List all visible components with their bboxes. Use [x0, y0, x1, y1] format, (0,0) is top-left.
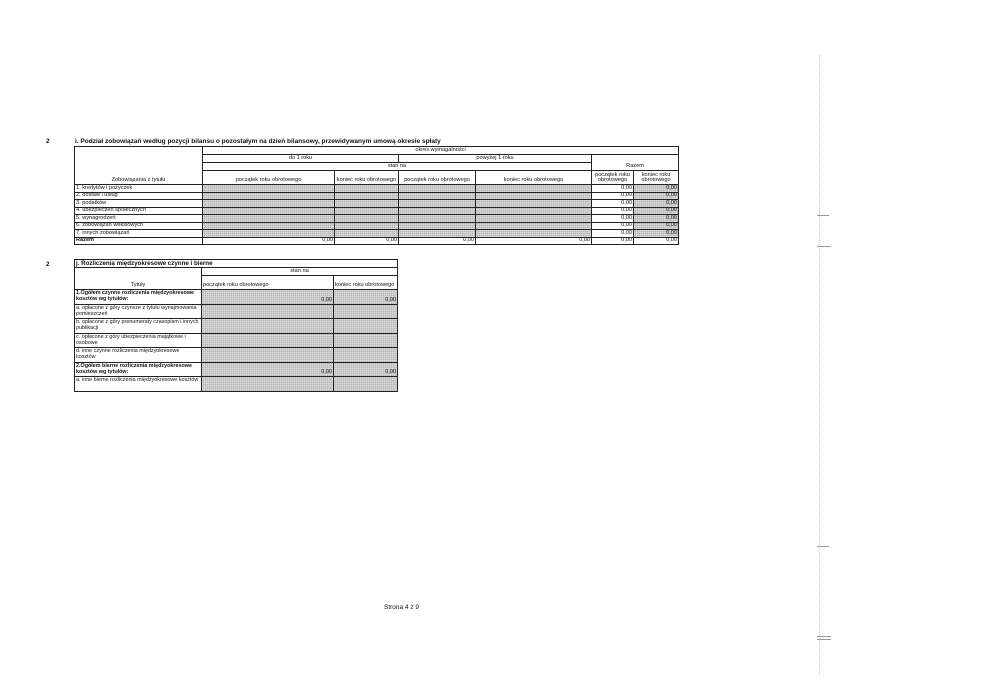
edge-mark	[817, 636, 831, 637]
input-cell[interactable]	[203, 200, 335, 208]
header-row-label: Zobowiązania z tytułu	[75, 171, 203, 185]
input-cell[interactable]	[399, 185, 476, 193]
razem-value: 0,00	[592, 185, 634, 193]
input-cell[interactable]	[334, 333, 398, 348]
table-row	[75, 362, 398, 377]
razem-value: 0,00	[592, 230, 634, 238]
header-okres: okres wymagalności	[203, 147, 679, 155]
input-cell[interactable]	[335, 192, 399, 200]
razem-value: 0,00	[592, 222, 634, 230]
row-label: d. inne czynne rozliczenia międzyokresowe kosztów	[75, 348, 202, 363]
table-row	[75, 192, 679, 200]
input-cell[interactable]	[476, 215, 592, 223]
input-cell[interactable]	[399, 222, 476, 230]
accruals-table	[74, 259, 398, 392]
row-label: 3. podatków	[75, 200, 203, 208]
row-label: 2.Ogółem bierne rozliczenia międzyokresowe kosztów wg tytułów:	[75, 362, 202, 377]
header-koniec-razem: koniec roku obrotowego	[634, 171, 679, 185]
total-value: 0,00	[634, 237, 679, 245]
razem-value: 0,00	[634, 200, 679, 208]
total-value: 0,00	[399, 237, 476, 245]
input-cell[interactable]	[476, 222, 592, 230]
section-number: 2	[46, 138, 50, 145]
input-cell[interactable]	[335, 200, 399, 208]
input-cell[interactable]	[334, 304, 398, 319]
edge-mark	[817, 546, 829, 547]
input-cell[interactable]	[202, 377, 334, 392]
total-label: Razem	[75, 237, 203, 245]
row-label: 6. zobowiązań wekslowych	[75, 222, 203, 230]
header-stan-na: stan na	[203, 163, 592, 171]
input-cell[interactable]	[203, 207, 335, 215]
header-koniec: koniec roku obrotowego	[334, 276, 398, 290]
header-do-1-roku: do 1 roku	[203, 155, 399, 163]
input-cell[interactable]	[202, 348, 334, 363]
input-cell[interactable]	[202, 304, 334, 319]
table-row	[75, 348, 398, 363]
row-label: 2. dostaw i usług	[75, 192, 203, 200]
razem-value: 0,00	[592, 200, 634, 208]
row-label: 1.Ogółem czynne rozliczenia międzyokresowe kosztów wg tytułów:	[75, 290, 202, 305]
input-cell[interactable]	[399, 200, 476, 208]
razem-value: 0,00	[634, 222, 679, 230]
edge-mark	[817, 246, 831, 247]
input-cell[interactable]	[399, 192, 476, 200]
table-row	[75, 185, 679, 193]
edge-mark	[817, 639, 831, 640]
razem-value: 0,00	[634, 192, 679, 200]
value-cell: 0,00	[334, 290, 398, 305]
header-koniec: koniec roku obrotowego	[476, 171, 592, 185]
value-cell: 0,00	[334, 362, 398, 377]
table-row	[75, 304, 398, 319]
table-row	[75, 230, 679, 238]
input-cell[interactable]	[203, 230, 335, 238]
input-cell[interactable]	[399, 215, 476, 223]
input-cell[interactable]	[476, 200, 592, 208]
input-cell[interactable]	[476, 185, 592, 193]
row-label: a. inne bierne rozliczenia międzyokresowe kosztów	[75, 377, 202, 392]
value-cell: 0,00	[202, 362, 334, 377]
section-number: 2	[46, 261, 50, 268]
row-label: 5. wynagrodzeń	[75, 215, 203, 223]
razem-value: 0,00	[634, 207, 679, 215]
input-cell[interactable]	[202, 333, 334, 348]
razem-value: 0,00	[592, 192, 634, 200]
input-cell[interactable]	[476, 207, 592, 215]
input-cell[interactable]	[334, 319, 398, 334]
table-row	[75, 333, 398, 348]
section-title-accruals: j. Rozliczenia międzyokresowe czynne i bierne	[75, 260, 398, 268]
header-razem: Razem	[592, 155, 679, 171]
row-label: b. opłacone z góry prenumeraty czasopism i innych publikacji	[75, 319, 202, 334]
input-cell[interactable]	[335, 215, 399, 223]
table-row	[75, 215, 679, 223]
row-label: 1. kredytów i pożyczek	[75, 185, 203, 193]
input-cell[interactable]	[399, 230, 476, 238]
header-poczatek-razem: początek roku obrotowego	[592, 171, 634, 185]
table-row	[75, 377, 398, 392]
input-cell[interactable]	[476, 230, 592, 238]
header-blank	[75, 163, 203, 171]
value-cell: 0,00	[202, 290, 334, 305]
header-poczatek: początek roku obrotowego	[203, 171, 335, 185]
header-row-label: Tytuły	[75, 276, 202, 290]
row-label: a. opłacone z góry czynsze z tytułu wynajmowania pomieszczeń	[75, 304, 202, 319]
input-cell[interactable]	[335, 230, 399, 238]
razem-value: 0,00	[634, 230, 679, 238]
row-label: c. opłacone z góry ubezpieczenia majątkowe i osobowe	[75, 333, 202, 348]
input-cell[interactable]	[203, 215, 335, 223]
input-cell[interactable]	[399, 207, 476, 215]
input-cell[interactable]	[334, 377, 398, 392]
total-value: 0,00	[476, 237, 592, 245]
input-cell[interactable]	[335, 185, 399, 193]
header-blank	[75, 147, 203, 155]
input-cell[interactable]	[476, 192, 592, 200]
razem-value: 0,00	[592, 207, 634, 215]
razem-value: 0,00	[592, 215, 634, 223]
header-stan-na: stan na	[202, 268, 398, 276]
page-edge-line	[819, 55, 820, 675]
header-powyzej-1-roku: powyżej 1 roku	[399, 155, 592, 163]
input-cell[interactable]	[335, 207, 399, 215]
row-label: 7. innych zobowiązań	[75, 230, 203, 238]
total-value: 0,00	[203, 237, 335, 245]
input-cell[interactable]	[203, 185, 335, 193]
header-blank	[75, 268, 202, 276]
header-koniec: koniec roku obrotowego	[335, 171, 399, 185]
header-poczatek: początek roku obrotowego	[202, 276, 334, 290]
total-value: 0,00	[335, 237, 399, 245]
input-cell[interactable]	[203, 192, 335, 200]
edge-mark	[817, 215, 829, 216]
input-cell[interactable]	[203, 222, 335, 230]
table-row	[75, 319, 398, 334]
header-poczatek: początek roku obrotowego	[399, 171, 476, 185]
input-cell[interactable]	[202, 319, 334, 334]
liabilities-table	[74, 146, 679, 245]
page-footer: Strona 4 z 9	[384, 604, 420, 611]
row-label: 4. ubezpieczeń społecznych	[75, 207, 203, 215]
razem-value: 0,00	[634, 185, 679, 193]
header-blank	[75, 155, 203, 163]
table-row	[75, 200, 679, 208]
input-cell[interactable]	[334, 348, 398, 363]
input-cell[interactable]	[335, 222, 399, 230]
table-row	[75, 222, 679, 230]
table-row	[75, 207, 679, 215]
section-title-liabilities: i. Podział zobowiązań według pozycji bilansu o pozostałym na dzień bilansowy, przewidywanym umową okresie spłaty	[75, 138, 441, 145]
table-row	[75, 290, 398, 305]
razem-value: 0,00	[634, 215, 679, 223]
total-value: 0,00	[592, 237, 634, 245]
total-row	[75, 237, 679, 245]
